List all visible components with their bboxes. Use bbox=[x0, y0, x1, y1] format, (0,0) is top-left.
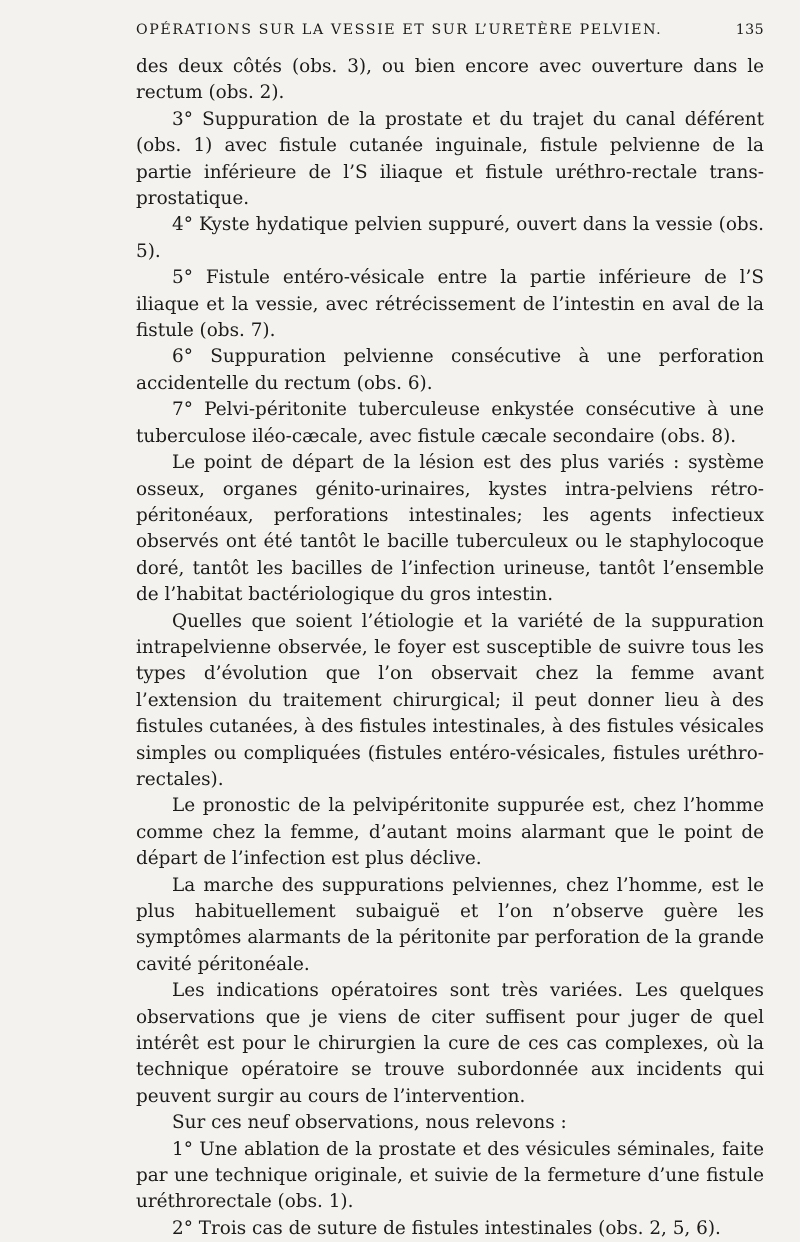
list-item-3: 3° Suppuration de la prostate et du trajet du canal déférent (obs. 1) avec fistule cutanée inguinale, fistule pelvienne de la partie inférieure de l’S iliaque et fistule uréthro-rectale trans-prostatique. bbox=[136, 108, 764, 210]
summary-item-2: 2° Trois cas de suture de fistules intestinales (obs. 2, 5, 6). bbox=[172, 1217, 721, 1239]
paragraph-lesion-origin: Le point de départ de la lésion est des plus variés : système osseux, organes génito-urinaires, kystes intra-pelviens rétro-péritonéaux, perforations intestinales; les agents infectieux observés ont été tantôt le bacille tuberculeux ou le staphylocoque doré, tantôt les bacilles de l’infection urineuse, tantôt l’ensemble de l’habitat bactériologique du gros intestin. bbox=[136, 452, 764, 606]
list-item-6: 6° Suppuration pelvienne consécutive à une perforation accidentelle du rectum (obs. 6). bbox=[136, 346, 764, 394]
paragraph-prognosis: Le pronostic de la pelvipéritonite suppurée est, chez l’homme comme chez la femme, d’autant moins alarmant que le point de départ de l’infection est plus déclive. bbox=[136, 795, 764, 870]
list-item-4: 4° Kyste hydatique pelvien suppuré, ouvert dans la vessie (obs. 5). bbox=[136, 214, 764, 262]
summary-item-1: 1° Une ablation de la prostate et des vésicules séminales, faite par une technique originale, et suivie de la fermeture d’une fistule uréthrorectale (obs. 1). bbox=[136, 1138, 764, 1213]
paragraph-course: La marche des suppurations pelviennes, chez l’homme, est le plus habituellement subaiguë et l’on n’observe guère les symptômes alarmants de la péritonite par perforation de la grande cavité péritonéale. bbox=[136, 874, 764, 975]
page-number: 135 bbox=[735, 22, 764, 38]
paragraph-evolution: Quelles que soient l’étiologie et la variété de la suppuration intrapelvienne observée, le foyer est susceptible de suivre tous les types d’évolution que l’on observait chez la femme avant l’extension du traitement chirurgical; il peut donner lieu à des fistules cutanées, à des fistules intestinales, à des fistules vésicales simples ou compliquées (fistules entéro-vésicales, fistules uréthro-rectales). bbox=[136, 610, 764, 790]
list-item-5: 5° Fistule entéro-vésicale entre la partie inférieure de l’S iliaque et la vessie, avec rétrécissement de l’intestin en aval de la fistule (obs. 7). bbox=[136, 267, 764, 342]
running-head-title: OPÉRATIONS SUR LA VESSIE ET SUR L’URETÈRE PELVIEN. bbox=[136, 22, 663, 38]
paragraph-continuation: des deux côtés (obs. 3), ou bien encore avec ouverture dans le rectum (obs. 2). bbox=[136, 56, 764, 104]
list-item-7: 7° Pelvi-péritonite tuberculeuse enkystée consécutive à une tuberculose iléo-cæcale, avec fistule cæcale secondaire (obs. 8). bbox=[136, 399, 764, 447]
running-head bbox=[136, 22, 764, 38]
paragraph-indications: Les indications opératoires sont très variées. Les quelques observations que je viens de citer suffisent pour juger de quel intérêt est pour le chirurgien la cure de ces cas complexes, où la technique opératoire se trouve subordonnée aux incidents qui peuvent surgir au cours de l’intervention. bbox=[136, 980, 764, 1107]
body-text bbox=[136, 54, 764, 1242]
paragraph-summary-intro: Sur ces neuf observations, nous relevons : bbox=[172, 1112, 567, 1134]
